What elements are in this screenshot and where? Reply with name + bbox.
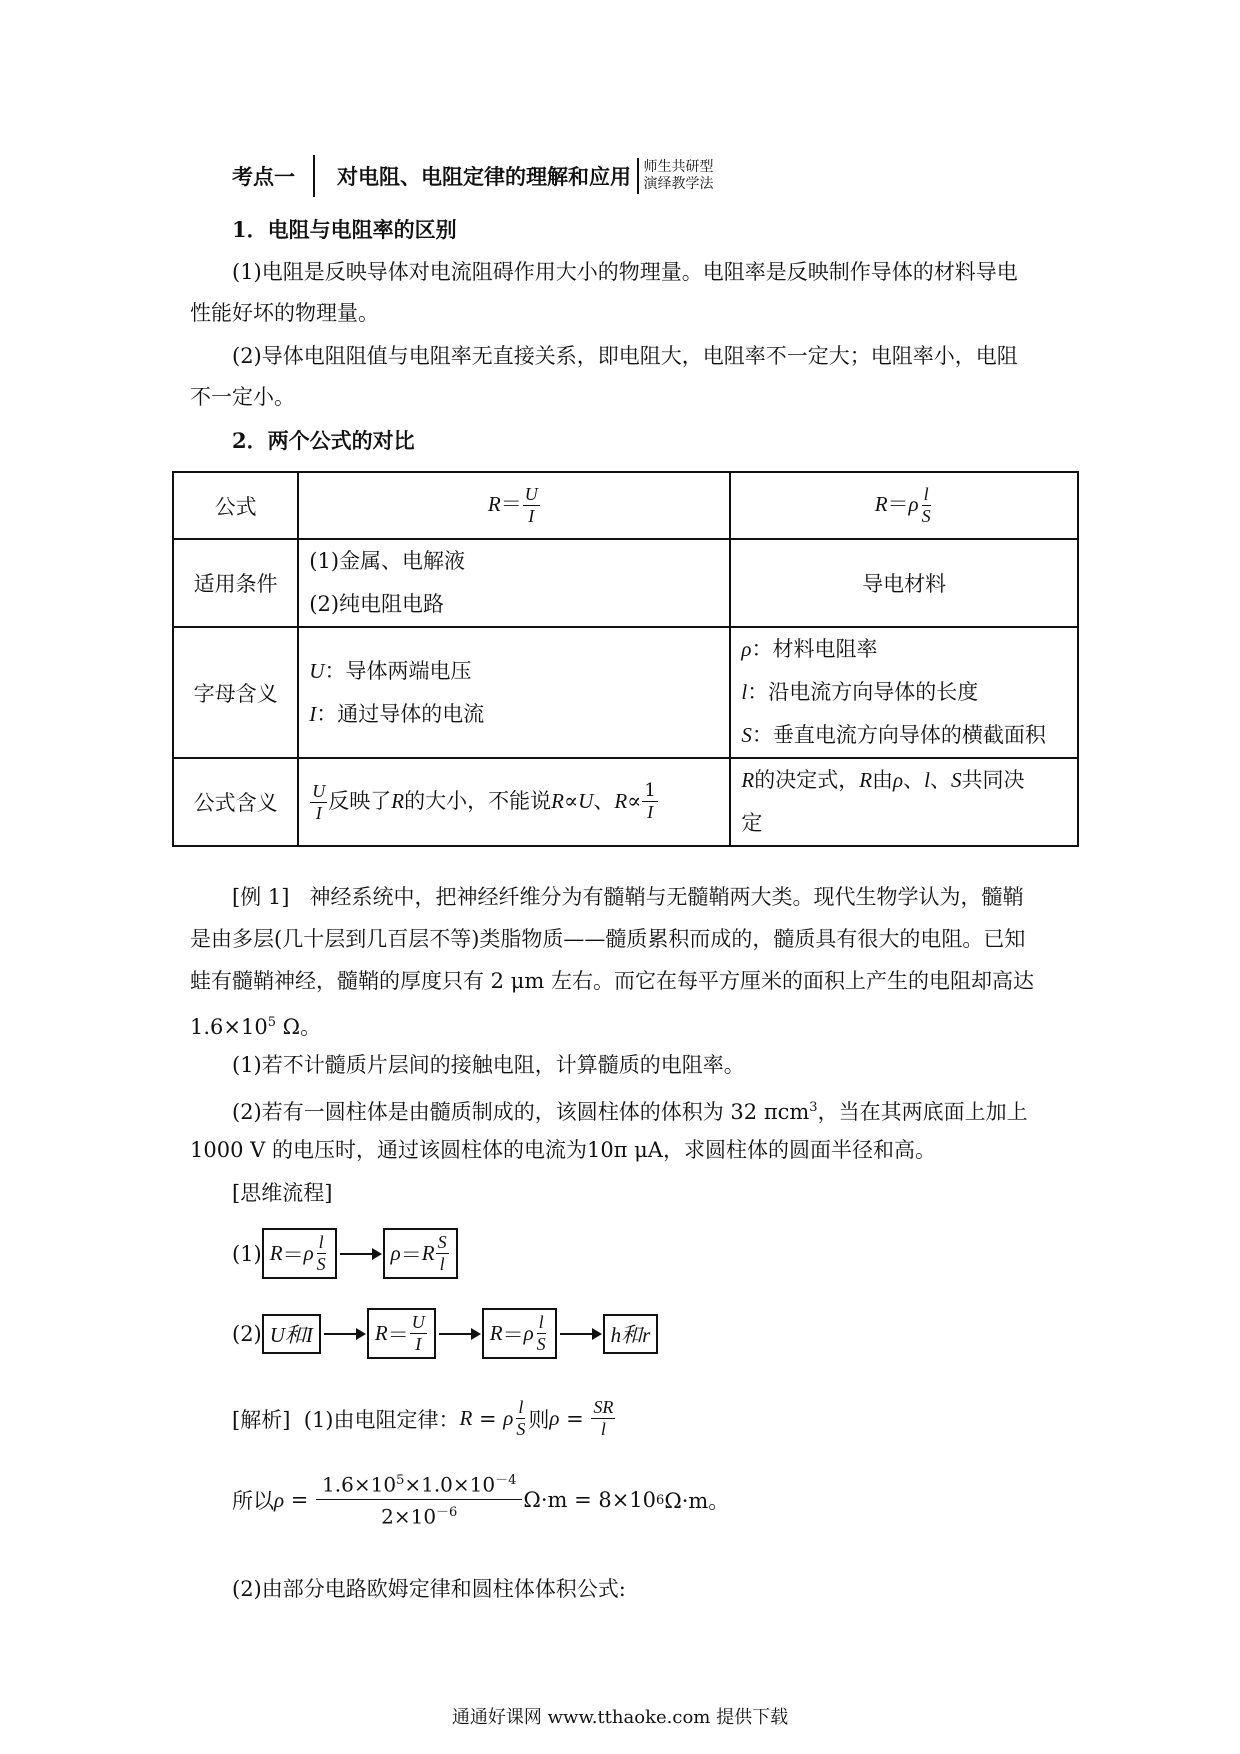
formula-resistance-law: R＝ρ $\frac{l}{S}$ — [730, 472, 1078, 539]
table-row — [173, 627, 1078, 758]
condition-resistance-law: 导电材料 — [730, 539, 1078, 627]
solution-line-2: 所以 ρ = $\frac{1.6\times 10^5\times 1.0\times 10^{-4}}{2\times 10^{-6}}$ Ω·m = 8×10 6 Ω·m。 — [232, 1472, 730, 1529]
symbol-u-line: U：导体两端电压 — [309, 658, 472, 683]
flow-heading: [思维流程] — [232, 1181, 333, 1205]
table-row — [173, 758, 1078, 846]
section1-para1: (1)电阻是反映导体对电流阻碍作用大小的物理量。电阻率是反映制作导体的材料导电 — [232, 260, 1018, 284]
flow-2-label: (2) — [232, 1321, 262, 1346]
condition-ohm — [298, 539, 730, 627]
meaning-resistance-law: R的决定式，R由ρ、l、S共同决 定 — [730, 758, 1078, 846]
flow-2 — [232, 1308, 658, 1359]
flow-box-u-and-i: U和I — [262, 1314, 321, 1354]
solution-part-2: (2)由部分电路欧姆定律和圆柱体体积公式: — [232, 1577, 626, 1601]
arrow-icon — [439, 1333, 479, 1335]
section1-para2: (2)导体电阻阻值与电阻率无直接关系，即电阻大，电阻率不一定大；电阻率小，电阻 — [232, 344, 1018, 368]
page-footer: 通通好课网 www.tthaoke.com 提供下载 — [451, 1707, 789, 1728]
section1-para2-cont: 不一定小。 — [190, 385, 295, 409]
symbols-ohm — [298, 627, 730, 758]
section1-heading: 1．电阻与电阻率的区别 — [232, 217, 457, 242]
flow-1-label: (1) — [232, 1241, 262, 1266]
symbols-resistance-law — [730, 627, 1078, 758]
header-title: 对电阻、电阻定律的理解和应用 — [337, 164, 631, 189]
flow-box-ohm: R ＝ $\frac{U}{I}$ — [367, 1308, 436, 1359]
section2-heading: 2．两个公式的对比 — [232, 428, 415, 453]
question-2-line-2: 1000 V 的电压时，通过该圆柱体的电流为10π μA，求圆柱体的圆面半径和高。 — [190, 1138, 936, 1162]
symbol-rho-line: ρ：材料电阻率 — [741, 637, 878, 661]
resistivity-fraction: $\frac{1.6\times 10^5\times 1.0\times 10^{-4}}{2\times 10^{-6}}$ — [316, 1474, 522, 1526]
question-1: (1)若不计髓质片层间的接触电阻，计算髓质的电阻率。 — [232, 1053, 745, 1077]
flow-box-h-and-r: h和r — [603, 1314, 659, 1354]
example-line-3: 蛙有髓鞘神经，髓鞘的厚度只有 2 μm 左右。而它在每平方厘米的面积上产生的电阻却高达 — [190, 969, 1034, 993]
section1-para1-cont: 性能好坏的物理量。 — [190, 301, 379, 325]
condition-line-1: (1)金属、电解液 — [309, 549, 466, 573]
section-header — [232, 155, 714, 197]
formula-ohm: R＝ $\frac{U}{I}$ — [298, 472, 730, 539]
row-label-condition: 适用条件 — [173, 539, 298, 627]
stamp-line-1: 师生共研型 — [643, 159, 714, 175]
header-label: 考点一 — [232, 164, 295, 189]
teaching-stamp — [644, 159, 714, 193]
symbol-s-line: S：垂直电流方向导体的横截面积 — [741, 723, 1046, 747]
solution-line-1: [解析] (1)由电阻定律： R = ρ $\frac{l}{S}$ 则 ρ = $\frac{SR}{l}$ — [232, 1397, 614, 1439]
example-line-4: $1.6\times 10^5$ Ω。 — [190, 1015, 322, 1039]
symbol-i-line: I：通过导体的电流 — [309, 701, 485, 726]
symbol-l-line: l：沿电流方向导体的长度 — [741, 680, 979, 704]
solution-tag: [解析] — [232, 1407, 291, 1432]
flow-box-resistivity: ρ ＝ R $\frac{S}{l}$ — [383, 1228, 458, 1279]
row-label-formula: 公式 — [173, 472, 298, 539]
example-line-1: [例 1] 神经系统中，把神经纤维分为有髓鞘与无髓鞘两大类。现代生物学认为，髓鞘 — [232, 885, 1024, 909]
flow-box-resistance-law: R ＝ ρ $\frac{l}{S}$ — [262, 1228, 337, 1279]
table-row — [173, 539, 1078, 627]
stamp-divider — [637, 158, 639, 194]
arrow-icon — [560, 1333, 600, 1335]
arrow-icon — [340, 1253, 380, 1255]
question-2-line-1: (2)若有一圆柱体是由髓质制成的，该圆柱体的体积为 32 πcm$^3$，当在其两底面上加上 — [232, 1100, 1028, 1124]
stamp-line-2: 演绎教学法 — [643, 176, 714, 192]
meaning-ohm: $\frac{U}{I}$ 反映了R的大小，不能说R∝U、R∝ $\frac{1}{I}$ — [298, 758, 730, 846]
row-label-meaning: 公式含义 — [173, 758, 298, 846]
header-divider — [313, 155, 315, 197]
flow-1 — [232, 1228, 458, 1279]
flow-box-resistance-law-2: R ＝ ρ $\frac{l}{S}$ — [482, 1308, 557, 1359]
formula-comparison-table — [172, 471, 1079, 847]
example-line-2: 是由多层(几十层到几百层不等)类脂物质——髓质累积而成的，髓质具有很大的电阻。已知 — [190, 927, 1026, 951]
condition-line-2: (2)纯电阻电路 — [309, 592, 445, 616]
row-label-symbols: 字母含义 — [173, 627, 298, 758]
example-tag: [例 1] — [232, 885, 290, 909]
table-row — [173, 472, 1078, 539]
arrow-icon — [324, 1333, 364, 1335]
